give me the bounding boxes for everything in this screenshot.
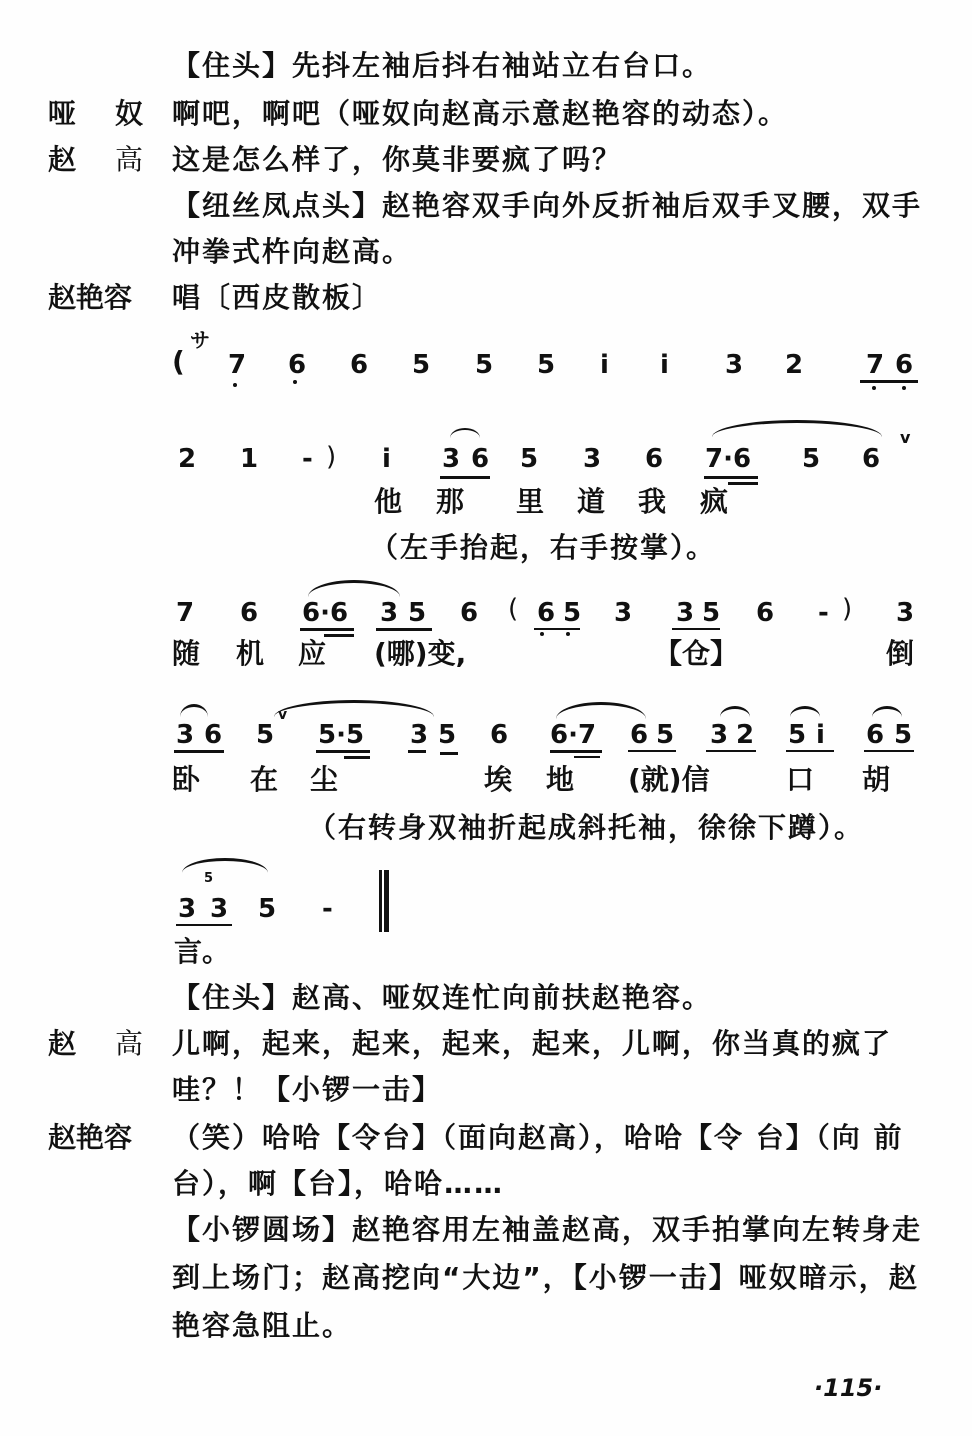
note: 6·7 (550, 720, 597, 750)
dialogue-text: （笑）哈哈【令台】（面向赵高），哈哈【令 台】（向 前 (172, 1121, 904, 1154)
note: 6 (756, 598, 775, 628)
note: 5 (563, 598, 582, 628)
speaker-char: 哑 (48, 97, 77, 130)
stage-direction: 【住头】先抖左袖后抖右袖站立右台口。 (172, 49, 713, 82)
note: 1 (240, 444, 259, 474)
lyric: 道 (577, 485, 606, 518)
note: 2 (178, 444, 197, 474)
note: 3 (210, 894, 229, 924)
note: 6 (490, 720, 509, 750)
lyric: 地 (546, 763, 575, 796)
note: 7 (228, 350, 247, 380)
breath-mark: v (278, 707, 288, 723)
paren: ) (842, 594, 853, 624)
lyric: 里 (516, 485, 545, 518)
note: 6·6 (302, 598, 349, 628)
dash: - (322, 894, 333, 924)
paren: ( (508, 594, 519, 624)
speaker-label: 赵艳容 (48, 281, 133, 314)
speaker-char: 高 (114, 143, 143, 176)
note: 6 (645, 444, 664, 474)
lyric: 倒 (886, 637, 915, 670)
note: i (816, 720, 825, 750)
speaker-label (48, 1027, 143, 1060)
note: 5 (408, 598, 427, 628)
note: 3 (380, 598, 399, 628)
breath-mark: v (900, 428, 911, 447)
lyric: 卧 (172, 763, 201, 796)
speaker-char: 赵 (48, 1027, 77, 1060)
note: 5 (788, 720, 807, 750)
note: 5 (520, 444, 539, 474)
note: 3 (178, 894, 197, 924)
stage-direction: 【纽丝凤点头】赵艳容双手向外反折袖后双手叉腰，双手 (172, 189, 923, 222)
lyric: 应 (298, 637, 327, 670)
lyric: (就)信 (628, 763, 710, 796)
lyric: 尘 (310, 763, 339, 796)
dash: - (818, 598, 829, 628)
note: 3 (614, 598, 633, 628)
note: 3 (710, 720, 729, 750)
note: 6 (240, 598, 259, 628)
stage-direction: 【住头】赵高、哑奴连忙向前扶赵艳容。 (172, 981, 713, 1014)
note: 5 (802, 444, 821, 474)
lyric: 胡 (862, 763, 891, 796)
note: 6 (460, 598, 479, 628)
stage-direction-cont: 冲拳式杵向赵高。 (172, 235, 413, 268)
singing-mode: 唱〔西皮散板〕 (172, 281, 383, 314)
note: 3 (410, 720, 429, 750)
paren: ( (172, 345, 185, 378)
note: 6 (866, 720, 885, 750)
stage-direction-cont: 到上场门；赵高挖向“大边”，【小锣一击】哑奴暗示，赵 (172, 1261, 919, 1294)
note: 6 (895, 350, 914, 380)
lyric: 埃 (484, 763, 513, 796)
note: 5 (894, 720, 913, 750)
stage-direction-cont: 艳容急阻止。 (172, 1309, 353, 1342)
lyric: 那 (436, 485, 465, 518)
dialogue-text: 这是怎么样了，你莫非要疯了吗？ (172, 143, 623, 176)
note: 5 (258, 894, 277, 924)
speaker-char: 高 (114, 1027, 143, 1060)
note: 5·5 (318, 720, 365, 750)
note: 5 (438, 720, 457, 750)
lyric: (哪)变, (374, 637, 467, 670)
speaker-label (48, 97, 143, 130)
note: 2 (736, 720, 755, 750)
note: 3 (442, 444, 461, 474)
paren: ) (326, 442, 337, 472)
dialogue-text-cont: 哇？！【小锣一击】 (172, 1073, 443, 1106)
speaker-char: 奴 (114, 97, 143, 130)
dialogue-text-cont: 台），啊【台】，哈哈…… (172, 1167, 505, 1200)
speaker-label: 赵艳容 (48, 1121, 133, 1154)
percussion-cue: 【仓】 (654, 637, 739, 670)
note: 6 (537, 598, 556, 628)
note: i (382, 444, 391, 474)
lyric: 他 (374, 485, 403, 518)
note: 3 (176, 720, 195, 750)
lyric: 疯 (700, 485, 729, 518)
note: 7 (176, 598, 195, 628)
lyric: 言。 (174, 935, 231, 968)
note: 5 (537, 350, 556, 380)
lyric: 在 (250, 763, 279, 796)
lyric: 我 (638, 485, 667, 518)
note: 5 (412, 350, 431, 380)
dialogue-text: 啊吧，啊吧（哑奴向赵高示意赵艳容的动态）。 (172, 97, 789, 130)
note: i (660, 350, 669, 380)
note: 6 (288, 350, 307, 380)
note: 5 (702, 598, 721, 628)
note: 3 (896, 598, 915, 628)
note: 2 (785, 350, 804, 380)
meter-mark: サ (190, 328, 210, 352)
note: 5 (256, 720, 275, 750)
lyric: 机 (236, 637, 265, 670)
note: i (600, 350, 609, 380)
lyric: 随 (172, 637, 201, 670)
note: 7 (866, 350, 885, 380)
note: 5 (475, 350, 494, 380)
stage-action: （右转身双袖折起成斜托袖，徐徐下蹲）。 (308, 811, 865, 844)
note: 6 (204, 720, 223, 750)
note: 6 (862, 444, 881, 474)
note: 6 (350, 350, 369, 380)
note: 6 (630, 720, 649, 750)
note: 3 (676, 598, 695, 628)
speaker-label (48, 143, 143, 176)
dialogue-text: 儿啊，起来，起来，起来，起来，儿啊，你当真的疯了 (172, 1027, 893, 1060)
note: 3 (725, 350, 744, 380)
note: 5 (656, 720, 675, 750)
stage-direction: 【小锣圆场】赵艳容用左袖盖赵高，双手拍掌向左转身走 (172, 1213, 923, 1246)
note: 7·6 (705, 444, 752, 474)
note: 3 (583, 444, 602, 474)
speaker-char: 赵 (48, 143, 77, 176)
grace-note: 5 (204, 871, 214, 886)
lyric: 口 (786, 763, 815, 796)
stage-action: （左手抬起，右手按掌）。 (370, 531, 717, 564)
note: 6 (471, 444, 490, 474)
dash: - (302, 444, 313, 474)
page-number: ·115· (814, 1374, 883, 1402)
